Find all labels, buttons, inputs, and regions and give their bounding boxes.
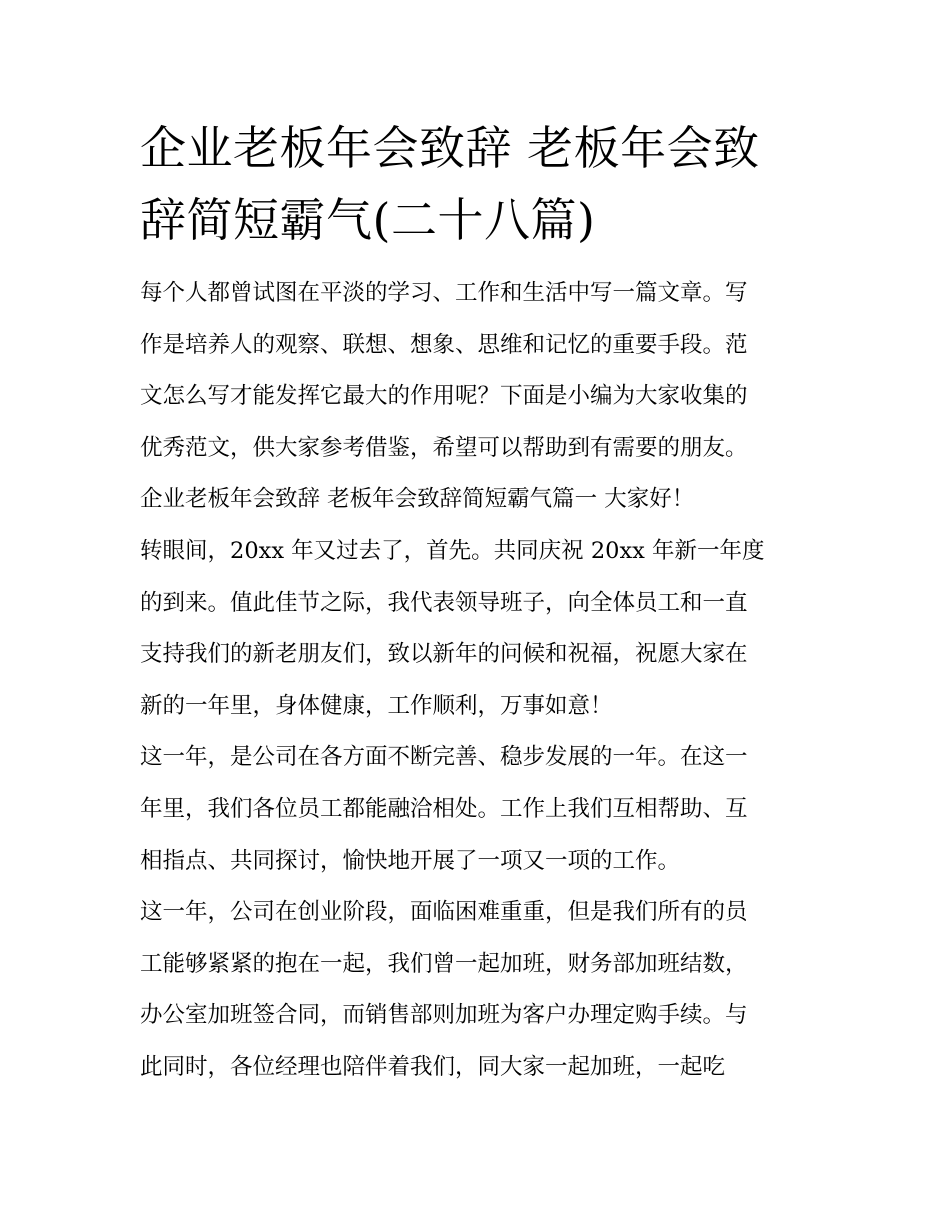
body-line: 这一年，公司在创业阶段，面临困难重重，但是我们所有的员 [140, 899, 748, 926]
document-title [140, 112, 812, 256]
body-line: 此同时，各位经理也陪伴着我们，同大家一起加班，一起吃 [140, 1053, 726, 1080]
body-line: 这一年，是公司在各方面不断完善、稳步发展的一年。在这一 [140, 744, 748, 771]
body-line: 转眼间，20xx 年又过去了，首先。共同庆祝 20xx 年新一年度 [140, 537, 765, 564]
body-line: 优秀范文，供大家参考借鉴，希望可以帮助到有需要的朋友。 [140, 434, 748, 461]
title-line: 辞简短霸气(二十八篇) [140, 193, 596, 247]
document-page [140, 112, 812, 1094]
body-line: 新的一年里，身体健康，工作顺利，万事如意！ [140, 692, 613, 719]
body-line: 文怎么写才能发挥它最大的作用呢？下面是小编为大家收集的 [140, 383, 748, 410]
body-line: 企业老板年会致辞 老板年会致辞简短霸气篇一 大家好！ [140, 486, 695, 513]
document-body [140, 268, 812, 1094]
body-line: 支持我们的新老朋友们，致以新年的问候和祝福，祝愿大家在 [140, 641, 748, 668]
body-line: 相指点、共同探讨，愉快地开展了一项又一项的工作。 [140, 847, 681, 874]
body-line: 每个人都曾试图在平淡的学习、工作和生活中写一篇文章。写 [140, 280, 748, 306]
body-line: 办公室加班签合同，而销售部则加班为客户办理定购手续。与 [140, 1002, 748, 1029]
body-line: 工能够紧紧的抱在一起，我们曾一起加班，财务部加班结数， [140, 950, 748, 977]
body-line: 的到来。值此佳节之际，我代表领导班子，向全体员工和一直 [140, 589, 748, 616]
body-line: 作是培养人的观察、联想、想象、思维和记忆的重要手段。范 [140, 331, 748, 358]
title-line: 企业老板年会致辞 老板年会致 [140, 121, 760, 175]
body-line: 年里，我们各位员工都能融洽相处。工作上我们互相帮助、互 [140, 795, 748, 822]
